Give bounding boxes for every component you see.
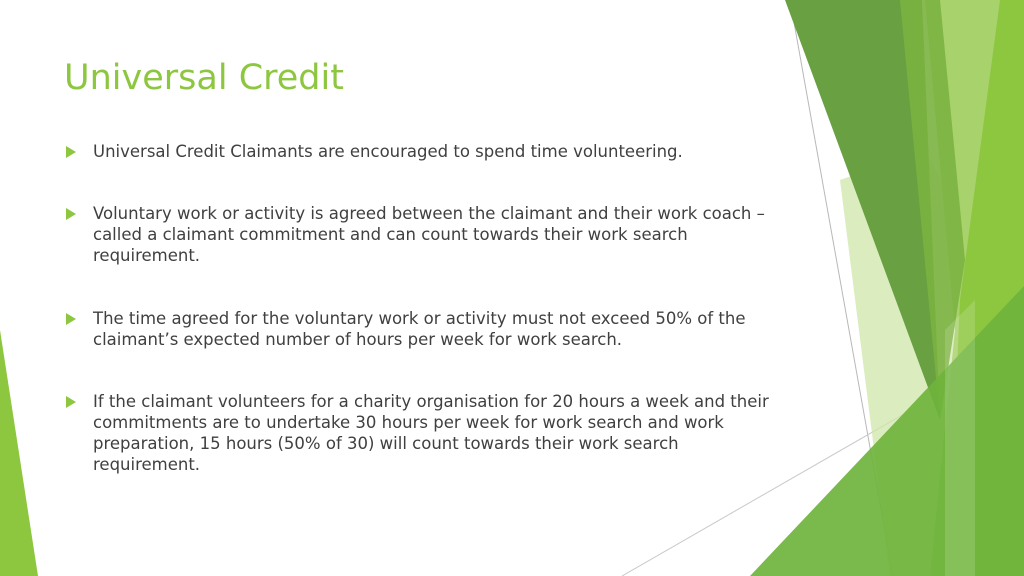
bullet-text: If the claimant volunteers for a charity organisation for 20 hours a week and their commitments are to undertake 30 hours per week for work search and work preparation, 15 hours (50% of 30) will count towards their work search requirement. xyxy=(93,392,769,474)
highlight-shape xyxy=(945,300,975,576)
bullet-item xyxy=(64,391,784,475)
triangle-right-icon xyxy=(66,313,76,325)
triangle-right-icon xyxy=(66,208,76,220)
bullet-item xyxy=(64,203,784,266)
bullet-text: Universal Credit Claimants are encouraged to spend time volunteering. xyxy=(93,142,683,161)
bullet-text: The time agreed for the voluntary work or activity must not exceed 50% of the claimant’s expected number of hours per week for work search. xyxy=(93,309,746,349)
bullet-item xyxy=(64,308,784,350)
bullet-text: Voluntary work or activity is agreed between the claimant and their work coach – called a claimant commitment and can count towards their work search requirement. xyxy=(93,204,765,265)
triangle-right-icon xyxy=(66,396,76,408)
triangle-right-icon xyxy=(66,146,76,158)
slide-title: Universal Credit xyxy=(64,58,344,98)
left-edge-shape xyxy=(0,330,38,576)
bullet-item xyxy=(64,141,784,162)
